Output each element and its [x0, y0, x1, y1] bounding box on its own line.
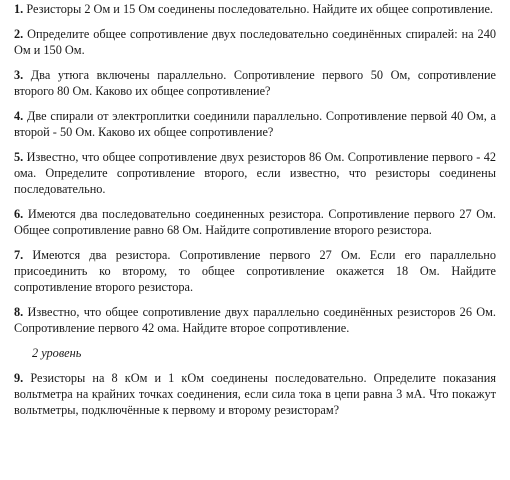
problem-text: Две спирали от электроплитки соединили параллельно. Сопротивление первой 40 Ом, а второй - 50 Ом. Каково их общее сопротивление?	[14, 109, 496, 139]
problem-6	[14, 206, 496, 238]
problem-2	[14, 26, 496, 58]
problem-text: Известно, что общее сопротивление двух резисторов 86 Ом. Сопротивление первого - 42 ома. Определите сопротивление второго, если известно, что резисторы соединены последовательно.	[14, 150, 496, 196]
problem-number: 8.	[14, 305, 24, 319]
level-heading: 2 уровень	[32, 346, 82, 360]
problem-text: Имеются два последовательно соединенных резистора. Сопротивление первого 27 Ом. Общее сопротивление равно 68 Ом. Найдите сопротивление второго резистора.	[14, 207, 496, 237]
problem-text: Определите общее сопротивление двух последовательно соединённых спиралей: на 240 Ом и 150 Ом.	[14, 27, 496, 57]
problem-number: 9.	[14, 371, 24, 385]
problem-4	[14, 108, 496, 140]
problem-7	[14, 247, 496, 295]
problem-number: 1.	[14, 2, 24, 16]
problem-text: Резисторы на 8 кОм и 1 кОм соединены последовательно. Определите показания вольтметра на крайних точках соединения, если сила тока в цепи равна 3 мА. Что покажут вольтметры, подключённые к первому и второму резисторам?	[14, 371, 496, 417]
problem-9	[14, 370, 496, 418]
problem-number: 3.	[14, 68, 24, 82]
problem-number: 4.	[14, 109, 24, 123]
problem-5	[14, 149, 496, 197]
problem-number: 6.	[14, 207, 24, 221]
problem-number: 7.	[14, 248, 24, 262]
problem-number: 5.	[14, 150, 24, 164]
problem-3	[14, 67, 496, 99]
problem-number: 2.	[14, 27, 24, 41]
problem-text: Известно, что общее сопротивление двух параллельно соединённых резисторов 26 Ом. Сопротивление первого 42 ома. Найдите второе сопротивление.	[14, 305, 496, 335]
problem-8	[14, 304, 496, 336]
problem-1	[14, 1, 496, 17]
problem-text: Имеются два резистора. Сопротивление первого 27 Ом. Если его параллельно присоединить ко второму, то общее сопротивление окажется 18 Ом. Найдите сопротивление второго резистора.	[14, 248, 496, 294]
problem-text: Резисторы 2 Ом и 15 Ом соединены последовательно. Найдите их общее сопротивление.	[26, 2, 494, 16]
problem-text: Два утюга включены параллельно. Сопротивление первого 50 Ом, сопротивление второго 80 Ом. Каково их общее сопротивление?	[14, 68, 496, 98]
